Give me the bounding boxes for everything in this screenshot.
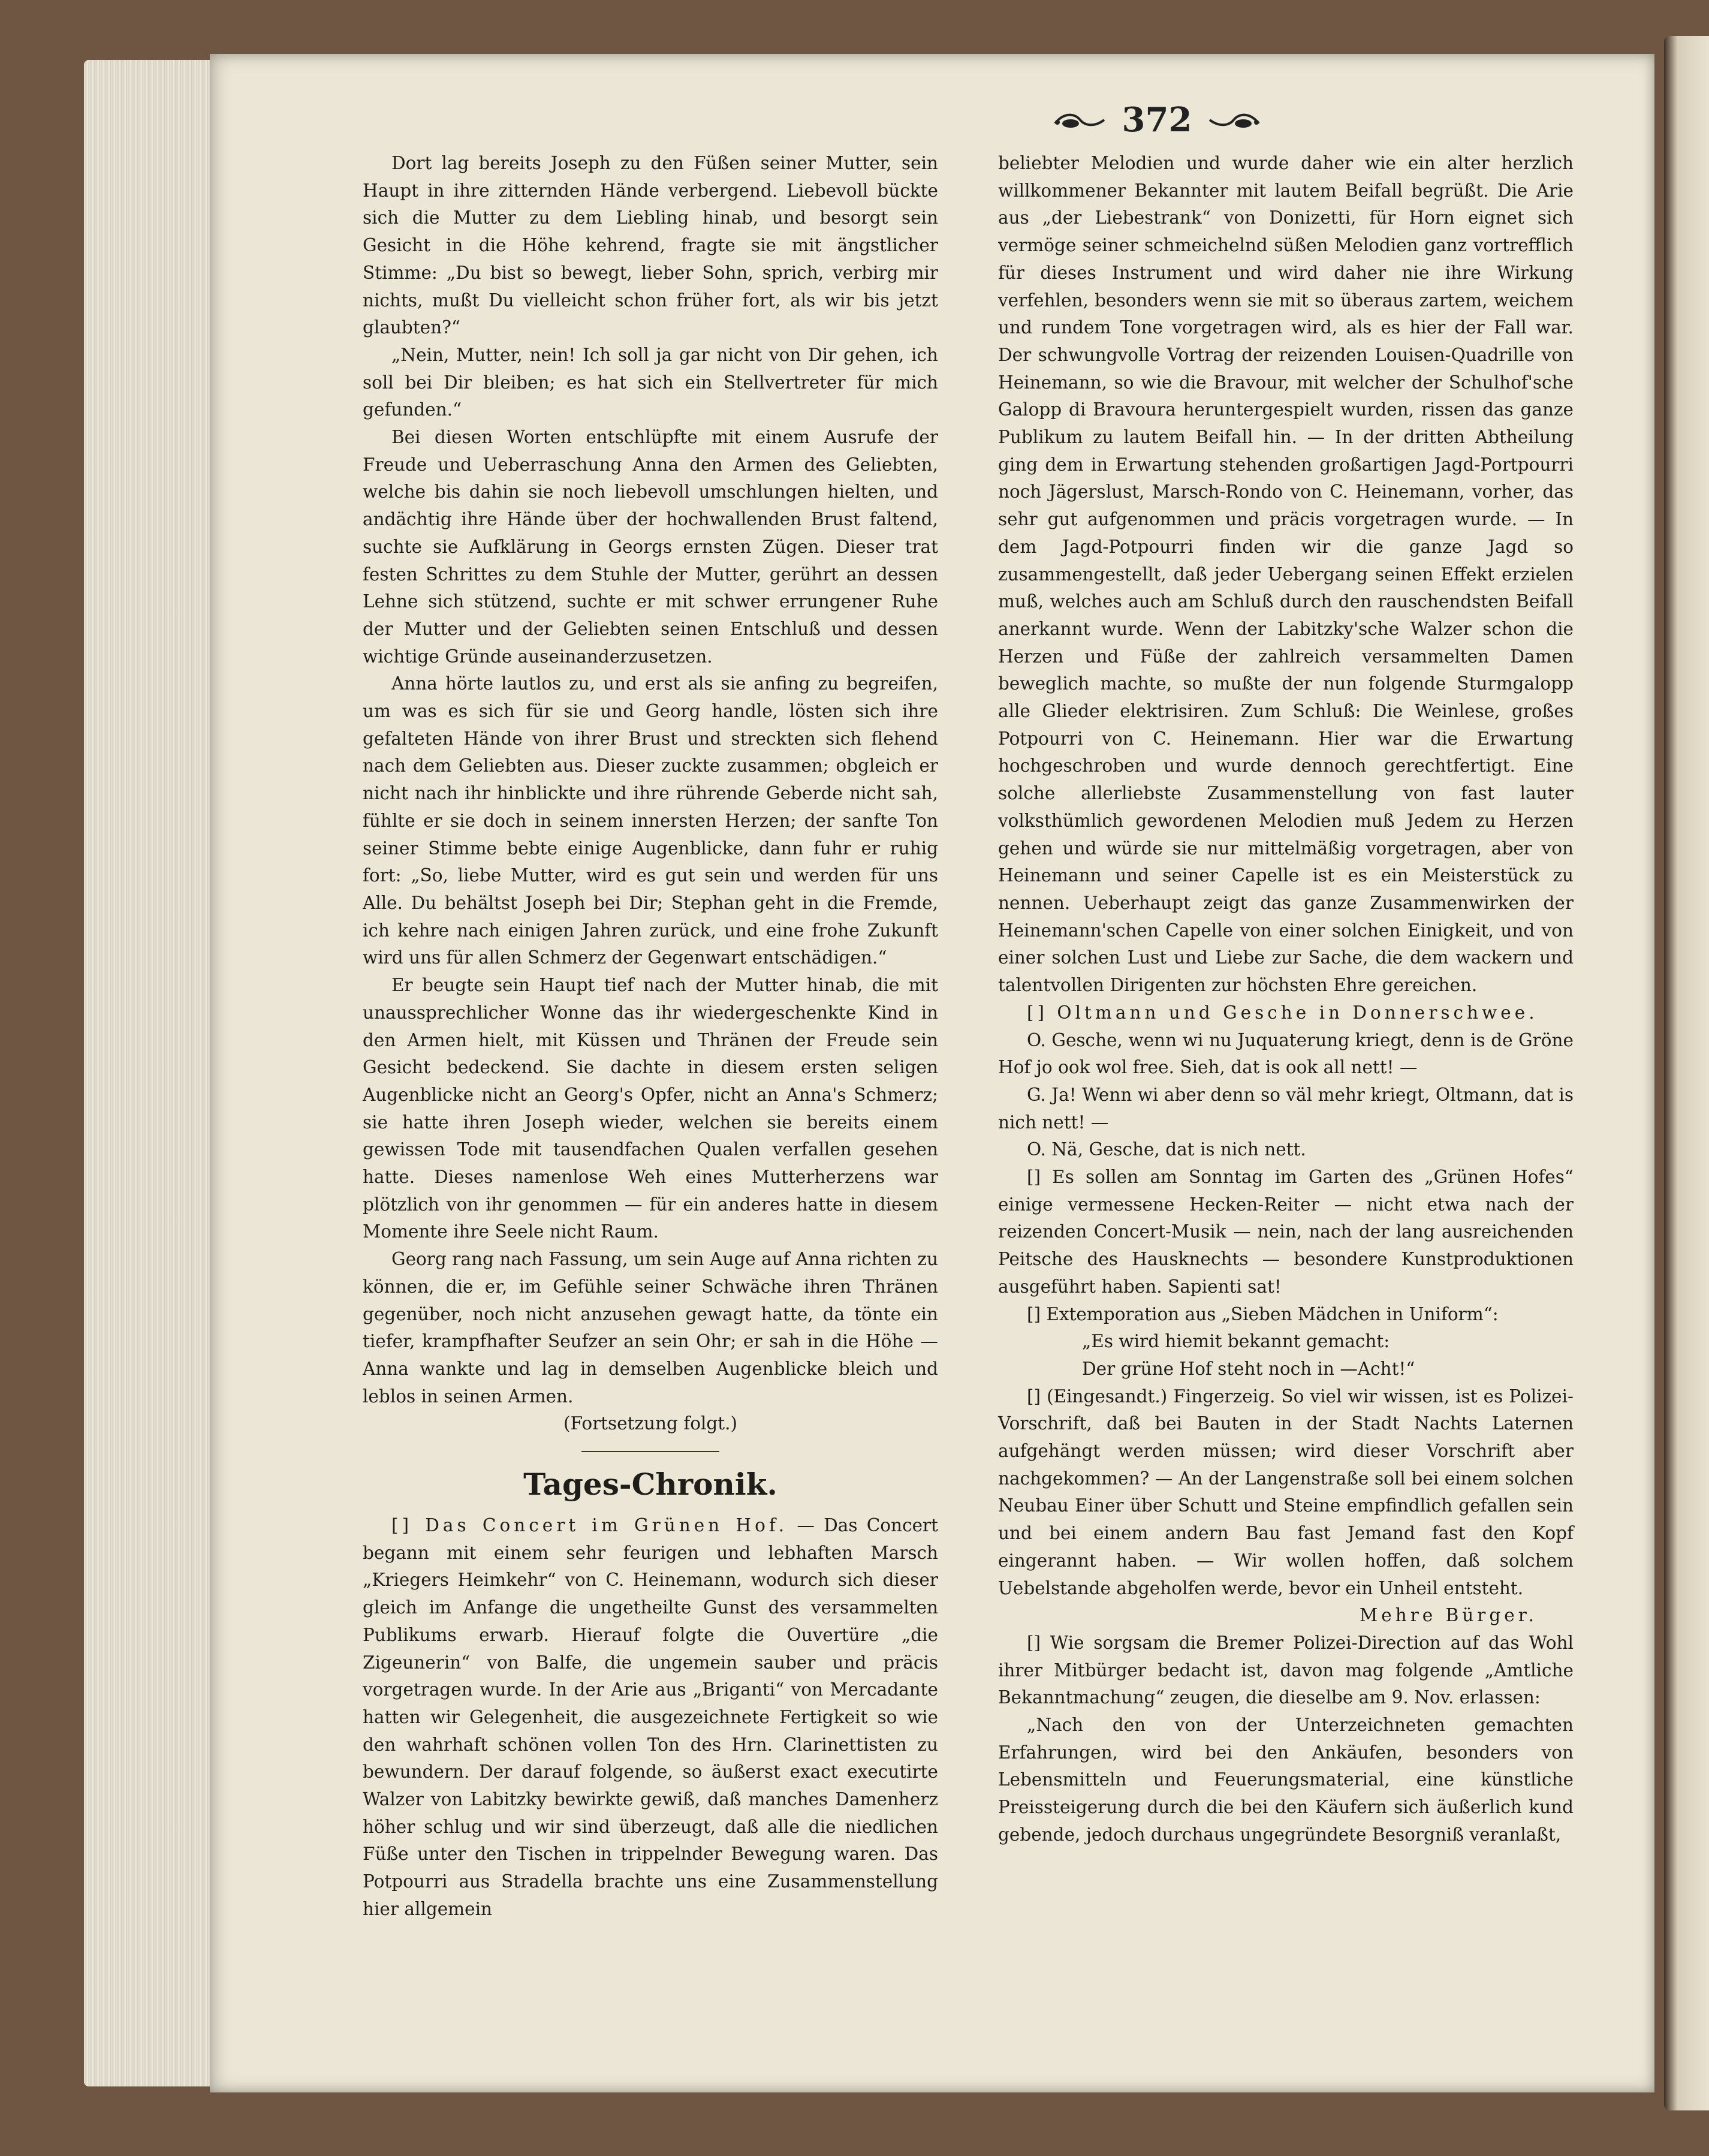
page-header (989, 84, 1325, 156)
police-quote: „Nach den von der Unterzeichneten gemachten Erfahrungen, wird bei den Ankäufen, besonders von Lebensmitteln und Feuerungsmaterial, eine künstliche Preissteigerung durch die bei den Käufern sich äußerlich kund gebende, jedoch durchaus ungegründete Besorgniß veranlaßt, (998, 1715, 1574, 1845)
garden-note: [] Es sollen am Sonntag im Garten des „Grünen Hofes“ einige vermessene Hecken-Reiter — nicht etwa nach der reizenden Concert-Musik — nein, nach der lang ausreichenden Peitsche des Hausknechts — besondere Kunstproduktionen ausgeführt haben. Sapienti sat! (998, 1167, 1574, 1297)
signature: Mehre Bürger. (1360, 1605, 1538, 1626)
police-note: [] Wie sorgsam die Bremer Polizei-Direction auf das Wohl ihrer Mitbürger bedacht ist, davon mag folgende „Amtliche Bekanntmachung“ zeugen, die dieselbe am 9. Nov. erlassen: (998, 1632, 1574, 1708)
story-paragraph: „Nein, Mutter, nein! Ich soll ja gar nicht von Dir gehen, ich soll bei Dir bleiben; es hat sich ein Stellvertreter für mich gefunden.“ (363, 344, 938, 420)
book-page-edges (84, 60, 228, 2086)
continuation-note: (Fortsetzung folgt.) (563, 1413, 738, 1434)
section-title: Tages-Chronik. (523, 1467, 777, 1502)
concert-continued: beliebter Melodien und wurde daher wie ein alter herzlich willkommener Bekannter mit lautem Beifall begrüßt. Die Arie aus „der Liebestrank“ von Donizetti, für Horn eignet sich vermöge seiner schmeichelnd süßen Melodien ganz vortrefflich für dieses Instrument und wird daher nie ihre Wirkung verfehlen, besonders wenn sie mit so überaus zartem, weichem und rundem Tone vorgetragen wird, als es hier der Fall war. Der schwungvolle Vortrag der reizenden Louisen-Quadrille von Heinemann, so wie die Bravour, mit welcher der Schulhof'sche Galopp di Bravoura heruntergespielt wurden, rissen das ganze Publikum zu lautem Beifall hin. — In der dritten Abtheilung ging dem in Erwartung stehenden großartigen Jagd-Portpourri noch Jägerslust, Marsch-Rondo von C. Heinemann, vorher, das sehr gut aufgenommen und präcis vorgetragen wurde. — In dem Jagd-Potpourri finden wir die ganze Jagd so zusammengestellt, daß jeder Uebergang seinen Effekt erzielen muß, welches auch am Schluß durch den rauschendsten Beifall anerkannt wurde. Wenn der Labitzky'sche Walzer schon die Herzen und Füße der zahlreich versammelten Damen beweglich machte, so mußte der nun folgende Sturmgalopp alle Glieder elektrisiren. Zum Schluß: Die Weinlese, großes Potpourri von C. Heinemann. Hier war die Erwartung hochgeschroben und wurde dennoch gerechtfertigt. Eine solche allerliebste Zusammenstellung von fast lauter volksthümlich gewordenen Melodien muß Jedem zu Herzen gehen und würde sie nur mittelmäßig vorgetragen, aber von Heinemann und seiner Capelle ist es ein Meisterstück zu nennen. Ueberhaupt zeigt das ganze Zusammenwirken der Heinemann'schen Capelle von einer solchen Einigkeit, und von einer solchen Lust und Liebe zur Sache, die dem wackern und talentvollen Dirigenten zur höchsten Ehre gereichen. (998, 153, 1574, 996)
verse-line: „Es wird hiemit bekannt gemacht: (1082, 1331, 1390, 1352)
facing-page-edge (1664, 36, 1709, 2110)
dialog-title: [] Oltmann und Gesche in Donnerschwee. (1027, 1002, 1538, 1023)
concert-report (363, 1512, 938, 1923)
dialog-line: O. Gesche, wenn wi nu Juquaterung kriegt, denn is de Gröne Hof jo ook wol free. Sieh, dat is ook all nett! — (998, 1029, 1574, 1078)
right-column (998, 150, 1574, 1849)
verse-line: Der grüne Hof steht noch in —Acht!“ (1082, 1358, 1415, 1379)
page-number: 372 (1122, 100, 1192, 140)
newspaper-page (210, 54, 1654, 2092)
section-divider (581, 1451, 719, 1452)
story-paragraph: Er beugte sein Haupt tief nach der Mutter hinab, die mit unaussprechlicher Wonne das ihr wiedergeschenkte Kind in den Armen hielt, mit Küssen und Thränen der Freude sein Gesicht bedeckend. Sie dachte in diesem ersten seligen Augenblicke nicht an Georg's Opfer, nicht an Anna's Schmerz; sie hatte ihren Joseph wieder, welchen sie bereits einem gewissen Tode mit tausendfachen Qualen verfallen gesehen hatte. Dieses namenlose Weh eines Mutterherzens war plötzlich von ihr genommen — für ein anderes hatte in diesem Momente ihre Seele nicht Raum. (363, 975, 938, 1242)
fingerzeig-note: [] (Eingesandt.) Fingerzeig. So viel wir wissen, ist es Polizei-Vorschrift, daß bei Bauten in der Stadt Nachts Laternen aufgehängt werden müssen; wird dieser Vorschrift aber nachgekommen? — An der Langenstraße soll bei einem solchen Neubau Einer über Schutt und Steine empfindlich gefallen sein und bei einem andern Bau fast Jemand fast den Kopf eingerannt haben. — Wir wollen hoffen, daß solchem Uebelstande abgeholfen werde, bevor ein Unheil entsteht. (998, 1386, 1574, 1598)
story-paragraph: Dort lag bereits Joseph zu den Füßen seiner Mutter, sein Haupt in ihre zitternden Hände verbergend. Liebevoll bückte sich die Mutter zu dem Liebling hinab, und besorgt sein Gesicht in die Höhe kehrend, fragte sie mit ängstlicher Stimme: „Du bist so bewegt, lieber Sohn, sprich, verbirg mir nichts, mußt Du vielleicht schon früher fort, als wir bis jetzt glaubten?“ (363, 153, 938, 338)
concert-headline: [] Das Concert im Grünen Hof. (391, 1515, 788, 1536)
left-column (363, 150, 938, 1923)
dialog-line: G. Ja! Wenn wi aber denn so väl mehr kriegt, Oltmann, dat is nich nett! — (998, 1084, 1574, 1133)
concert-text: — Das Concert begann mit einem sehr feurigen und lebhaften Marsch „Kriegers Heimkehr“ von C. Heinemann, wodurch sich dieser gleich im Anfange die ungetheilte Gunst des versammelten Publikums erwarb. Hierauf folgte die Ouvertüre „die Zigeunerin“ von Balfe, die ungemein sauber und präcis vorgetragen wurde. In der Arie aus „Briganti“ von Mercadante hatten wir Gelegenheit, die ausgezeichnete Fertigkeit so wie den wahrhaft schönen vollen Ton des Hrn. Clarinettisten zu bewundern. Der darauf folgende, so äußerst exact executirte Walzer von Labitzky bewirkte gewiß, daß manches Damenherz höher schlug und wir sind überzeugt, daß alle die niedlichen Füße unter den Tischen in trippelnder Bewegung waren. Das Potpourri aus Stradella brachte uns eine Zusammenstellung hier allgemein (363, 1515, 939, 1919)
ornament-right-icon (1207, 109, 1261, 131)
extemporation-intro: [] Extemporation aus „Sieben Mädchen in Uniform“: (1027, 1303, 1499, 1324)
story-paragraph: Georg rang nach Fassung, um sein Auge auf Anna richten zu können, die er, im Gefühle seiner Schwäche ihren Thränen gegenüber, noch nicht anzusehen gewagt hatte, da tönte ein tiefer, krampfhafter Seufzer an sein Ohr; er sah in die Höhe — Anna wankte und lag in demselben Augenblicke bleich und leblos in seinen Armen. (363, 1249, 938, 1407)
story-paragraph: Bei diesen Worten entschlüpfte mit einem Ausrufe der Freude und Ueberraschung Anna den Armen des Geliebten, welche bis dahin sie noch liebevoll umschlungen hielten, und andächtig ihre Hände über der hochwallenden Brust faltend, suchte sie Aufklärung in Georgs ernsten Zügen. Dieser trat festen Schrittes zu dem Stuhle der Mutter, gerührt an dessen Lehne sich stützend, suchte er mit schwer errungener Ruhe der Mutter und der Geliebten seinen Entschluß und dessen wichtige Gründe auseinanderzusetzen. (363, 427, 938, 667)
ornament-left-icon (1053, 109, 1107, 131)
story-paragraph: Anna hörte lautlos zu, und erst als sie anfing zu begreifen, um was es sich für sie und Georg handle, lösten sich ihre gefalteten Hände von ihrer Brust und streckten sich flehend nach dem Geliebten aus. Dieser zuckte zusammen; obgleich er nicht nach ihr hinblickte und ihre rührende Geberde nicht sah, fühlte er sie doch in seinem innersten Herzen; der sanfte Ton seiner Stimme bebte einige Augenblicke, dann fuhr er ruhig fort: „So, liebe Mutter, wird es gut sein und werden für uns Alle. Du behältst Joseph bei Dir; Stephan geht in die Fremde, ich kehre nach einigen Jahren zurück, und eine frohe Zukunft wird uns für allen Schmerz der Gegenwart entschädigen.“ (363, 673, 938, 968)
dialog-line: O. Nä, Gesche, dat is nich nett. (1027, 1139, 1306, 1160)
